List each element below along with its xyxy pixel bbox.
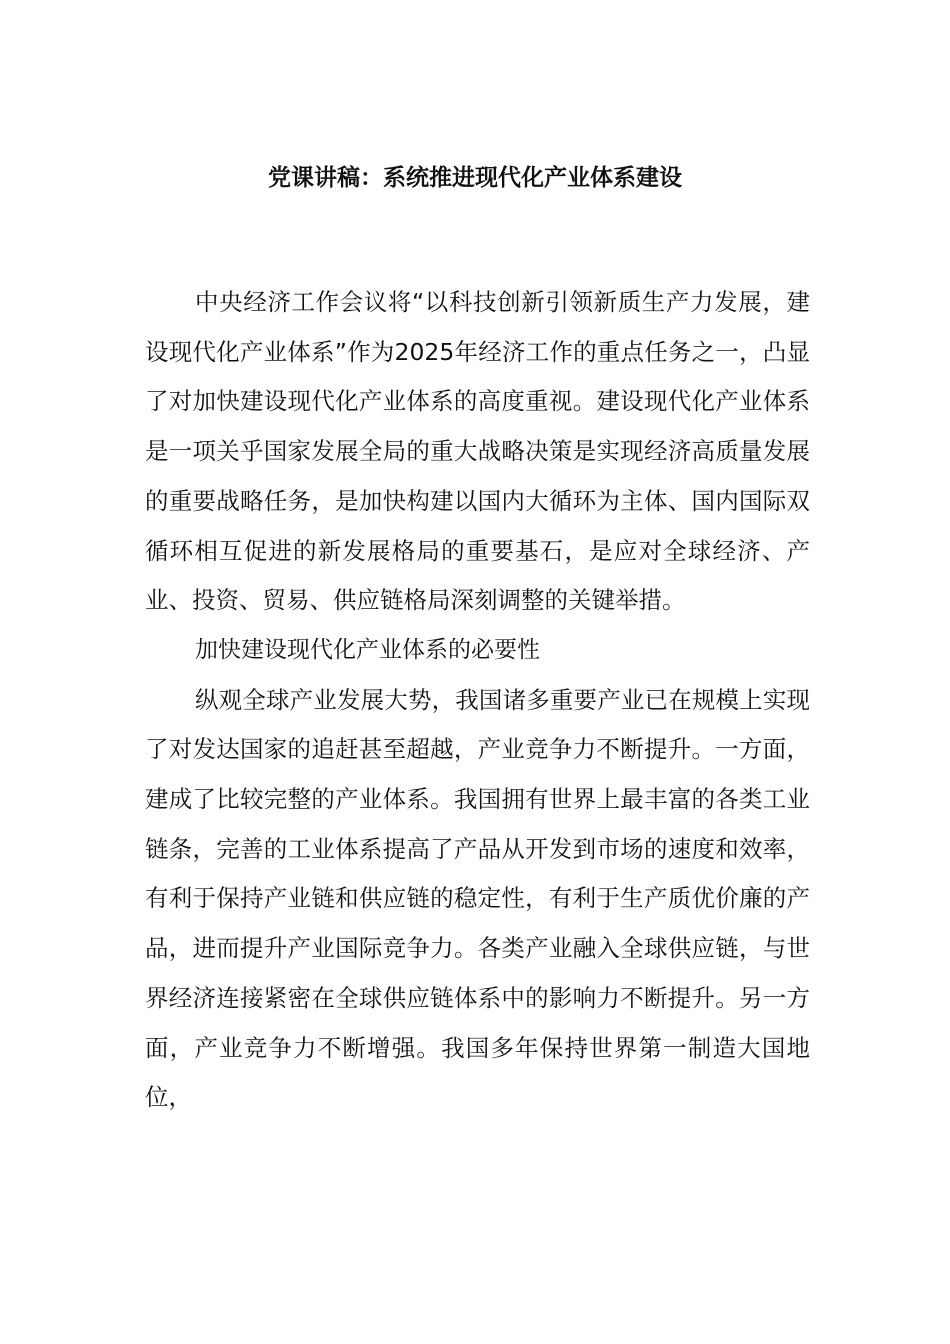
document-title: 党课讲稿：系统推进现代化产业体系建设 <box>268 165 682 191</box>
body-paragraph: 纵观全球产业发展大势，我国诸多重要产业已在规模上实现了对发达国家的追赶甚至超越，产业竞争力不断提升。一方面，建成了比较完整的产业体系。我国拥有世界上最丰富的各类工业链条，完善的工业体系提高了产品从开发到市场的速度和效率，有利于保持产业链和供应链的稳定性，有利于生产质优价廉的产品，进而提升产业国际竞争力。各类产业融入全球供应链，与世界经济连接紧密在全球供应链体系中的影响力不断提升。另一方面，产业竞争力不断增强。我国多年保持世界第一制造大国地位， <box>145 685 810 1112</box>
section-heading: 加快建设现代化产业体系的必要性 <box>195 636 540 663</box>
body-paragraph: 中央经济工作会议将“以科技创新引领新质生产力发展，建设现代化产业体系”作为2025年经济工作的重点任务之一，凸显了对加快建设现代化产业体系的高度重视。建设现代化产业体系是一项关乎国家发展全局的重大战略决策是实现经济高质量发展的重要战略任务，是加快构建以国内大循环为主体、国内国际双循环相互促进的新发展格局的重要基石，是应对全球经济、产业、投资、贸易、供应链格局深刻调整的关键举措。 <box>145 288 810 615</box>
document-body <box>145 278 810 1123</box>
